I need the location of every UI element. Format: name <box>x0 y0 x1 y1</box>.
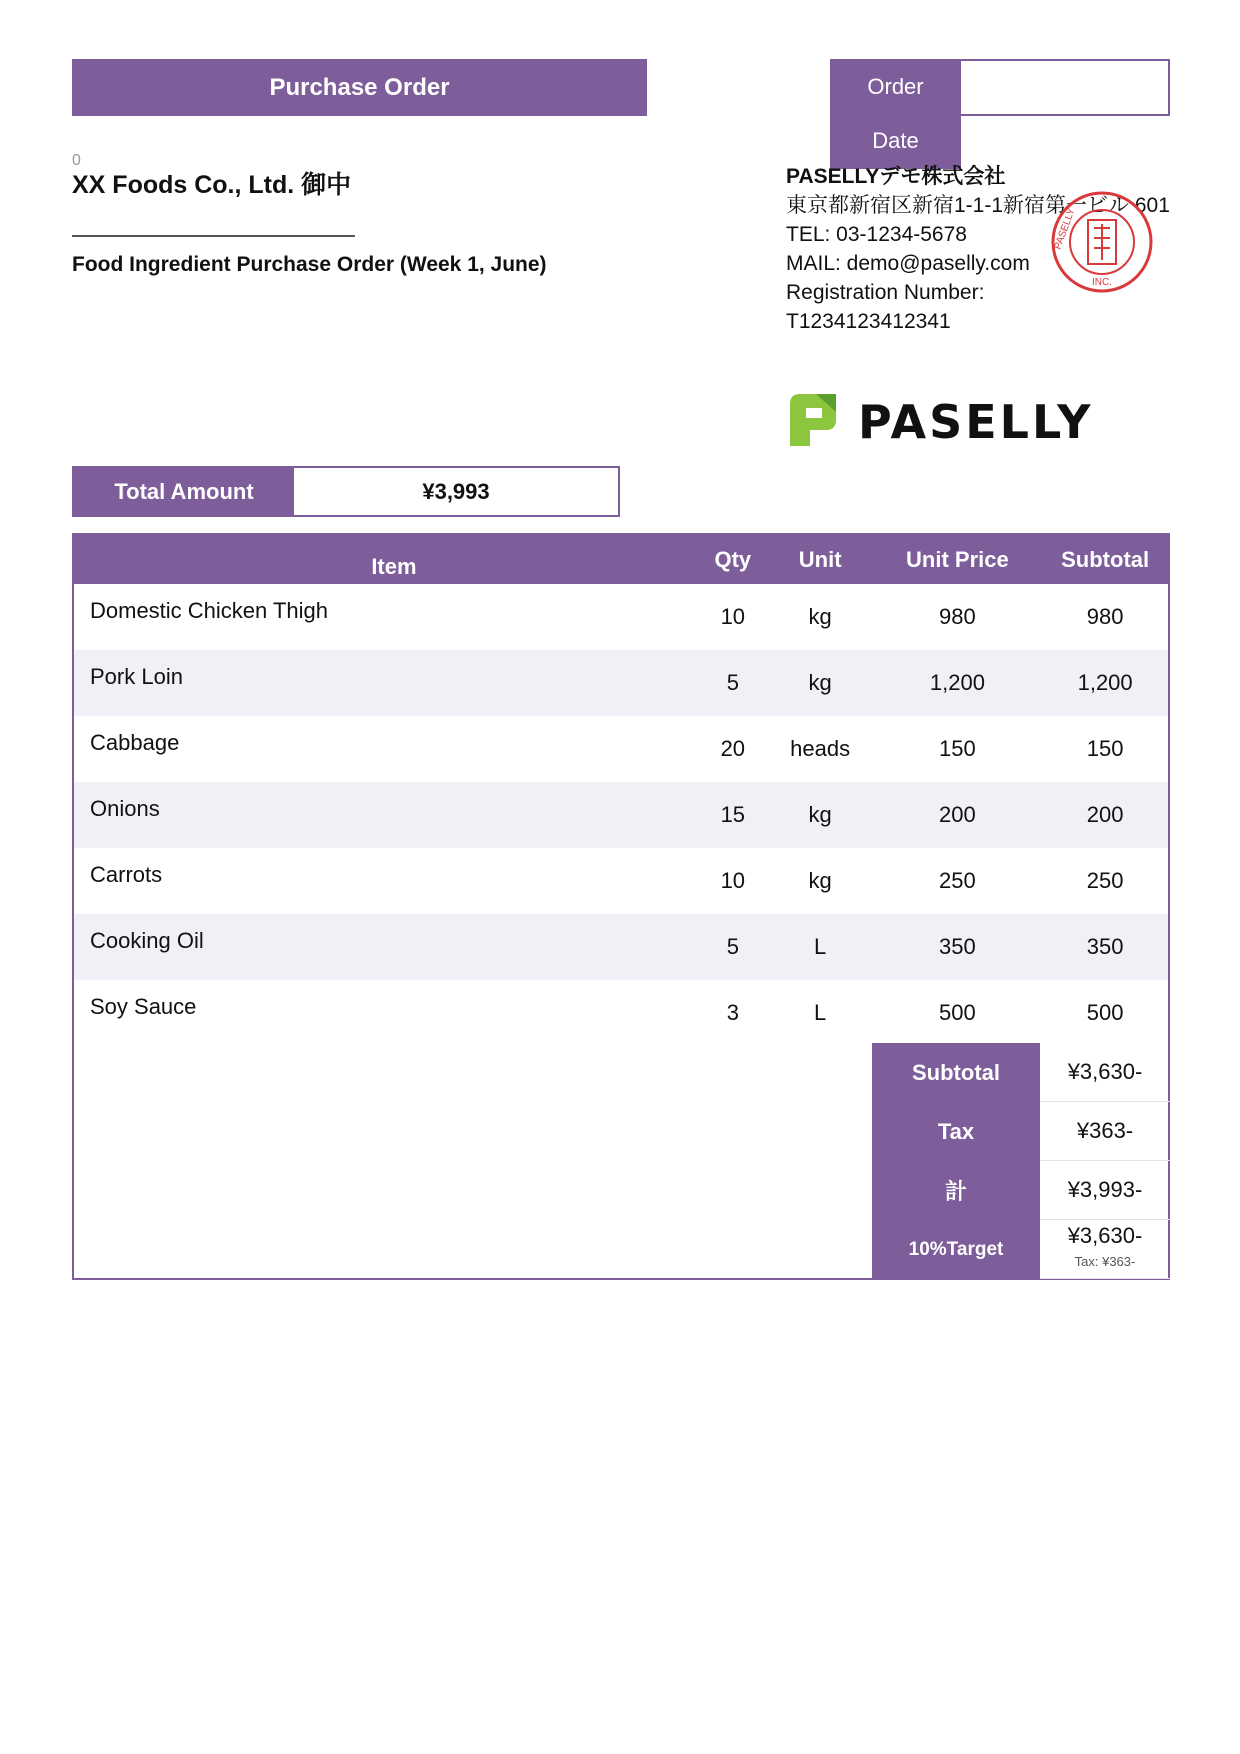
row-item: Cabbage <box>90 730 180 755</box>
row-item: Carrots <box>90 862 163 887</box>
table-row <box>74 980 1168 1046</box>
header-item: Item <box>371 553 417 579</box>
row-unit: kg <box>808 670 832 695</box>
row-unit-price: 980 <box>939 604 976 629</box>
row-unit: L <box>814 934 827 959</box>
header-unit-price: Unit Price <box>906 546 1009 572</box>
row-item: Domestic Chicken Thigh <box>90 598 329 623</box>
header-qty: Qty <box>714 546 752 572</box>
summary-total-label: 計 <box>872 1161 1040 1220</box>
summary-subtotal-label: Subtotal <box>872 1043 1040 1102</box>
row-unit: kg <box>808 868 832 893</box>
table-row <box>74 782 1168 848</box>
row-subtotal: 350 <box>1086 934 1124 959</box>
svg-text:INC.: INC. <box>1092 277 1112 288</box>
row-item: Pork Loin <box>90 664 183 689</box>
row-item: Onions <box>90 796 160 821</box>
row-qty: 3 <box>726 1000 739 1025</box>
client-underline <box>72 235 355 237</box>
summary-tax-label: Tax <box>872 1102 1040 1161</box>
row-unit: kg <box>808 802 832 827</box>
row-subtotal: 200 <box>1086 802 1124 827</box>
row-subtotal: 250 <box>1086 868 1124 893</box>
paselly-logo <box>786 390 1126 450</box>
summary-tax-value: ¥363- <box>1040 1102 1170 1161</box>
summary-total-row <box>872 1161 1170 1220</box>
registration-label: Registration Number: <box>786 281 985 304</box>
total-amount-box <box>72 466 620 517</box>
row-subtotal: 980 <box>1086 604 1124 629</box>
table-row <box>74 650 1168 716</box>
date-label: Date <box>830 113 961 169</box>
row-item: Soy Sauce <box>90 994 197 1019</box>
summary-target-value: ¥3,630- <box>1067 1223 1143 1248</box>
summary-block <box>872 1043 1170 1279</box>
items-table <box>72 533 1170 1280</box>
row-qty: 10 <box>720 604 746 629</box>
client-number: 0 <box>72 152 81 169</box>
summary-target-values <box>1040 1220 1170 1279</box>
client-name: XX Foods Co., Ltd. 御中 <box>72 171 352 199</box>
table-row <box>74 914 1168 980</box>
row-unit-price: 250 <box>939 868 976 893</box>
company-name: PASELLYデモ株式会社 <box>786 165 1006 188</box>
row-item: Cooking Oil <box>90 928 204 953</box>
table-row <box>74 848 1168 914</box>
row-qty: 5 <box>726 670 739 695</box>
total-amount-label: Total Amount <box>74 468 294 515</box>
row-subtotal: 500 <box>1086 1000 1124 1025</box>
summary-total-value: ¥3,993- <box>1040 1161 1170 1220</box>
company-address: 東京都新宿区新宿1-1-1新宿第一ビル 601 <box>786 194 1170 217</box>
row-unit-price: 200 <box>939 802 976 827</box>
row-qty: 15 <box>720 802 746 827</box>
row-qty: 10 <box>720 868 746 893</box>
row-subtotal: 1,200 <box>1077 670 1133 695</box>
row-unit: kg <box>808 604 832 629</box>
row-unit: heads <box>790 736 851 761</box>
row-unit-price: 150 <box>939 736 976 761</box>
order-label: Order <box>830 59 961 115</box>
company-mail: MAIL: demo@paselly.com <box>786 252 1030 275</box>
header-subtotal: Subtotal <box>1061 546 1150 572</box>
table-row <box>74 716 1168 782</box>
summary-subtotal-value: ¥3,630- <box>1040 1043 1170 1102</box>
company-seal-stamp <box>1050 190 1154 294</box>
summary-subtotal-row <box>872 1043 1170 1102</box>
summary-target-label: 10%Target <box>872 1220 1040 1279</box>
svg-text:PASELLY: PASELLY <box>858 395 1094 449</box>
svg-text:PASELLY: PASELLY <box>1052 206 1078 252</box>
registration-number: T1234123412341 <box>786 310 951 333</box>
order-subject: Food Ingredient Purchase Order (Week 1, June) <box>72 253 547 276</box>
row-unit: L <box>814 1000 827 1025</box>
summary-tax-row <box>872 1102 1170 1161</box>
row-subtotal: 150 <box>1086 736 1124 761</box>
summary-target-tax: Tax: ¥363- <box>1074 1254 1136 1269</box>
total-amount-value: ¥3,993 <box>422 478 490 504</box>
row-qty: 20 <box>720 736 746 761</box>
row-unit-price: 500 <box>939 1000 976 1025</box>
table-row <box>74 584 1168 650</box>
table-header <box>74 535 1168 584</box>
row-unit-price: 1,200 <box>929 670 985 695</box>
header-unit: Unit <box>798 546 842 572</box>
document-title: Purchase Order <box>72 59 647 116</box>
company-tel: TEL: 03-1234-5678 <box>786 223 967 246</box>
row-unit-price: 350 <box>939 934 976 959</box>
summary-target-row <box>872 1220 1170 1279</box>
row-qty: 5 <box>726 934 739 959</box>
